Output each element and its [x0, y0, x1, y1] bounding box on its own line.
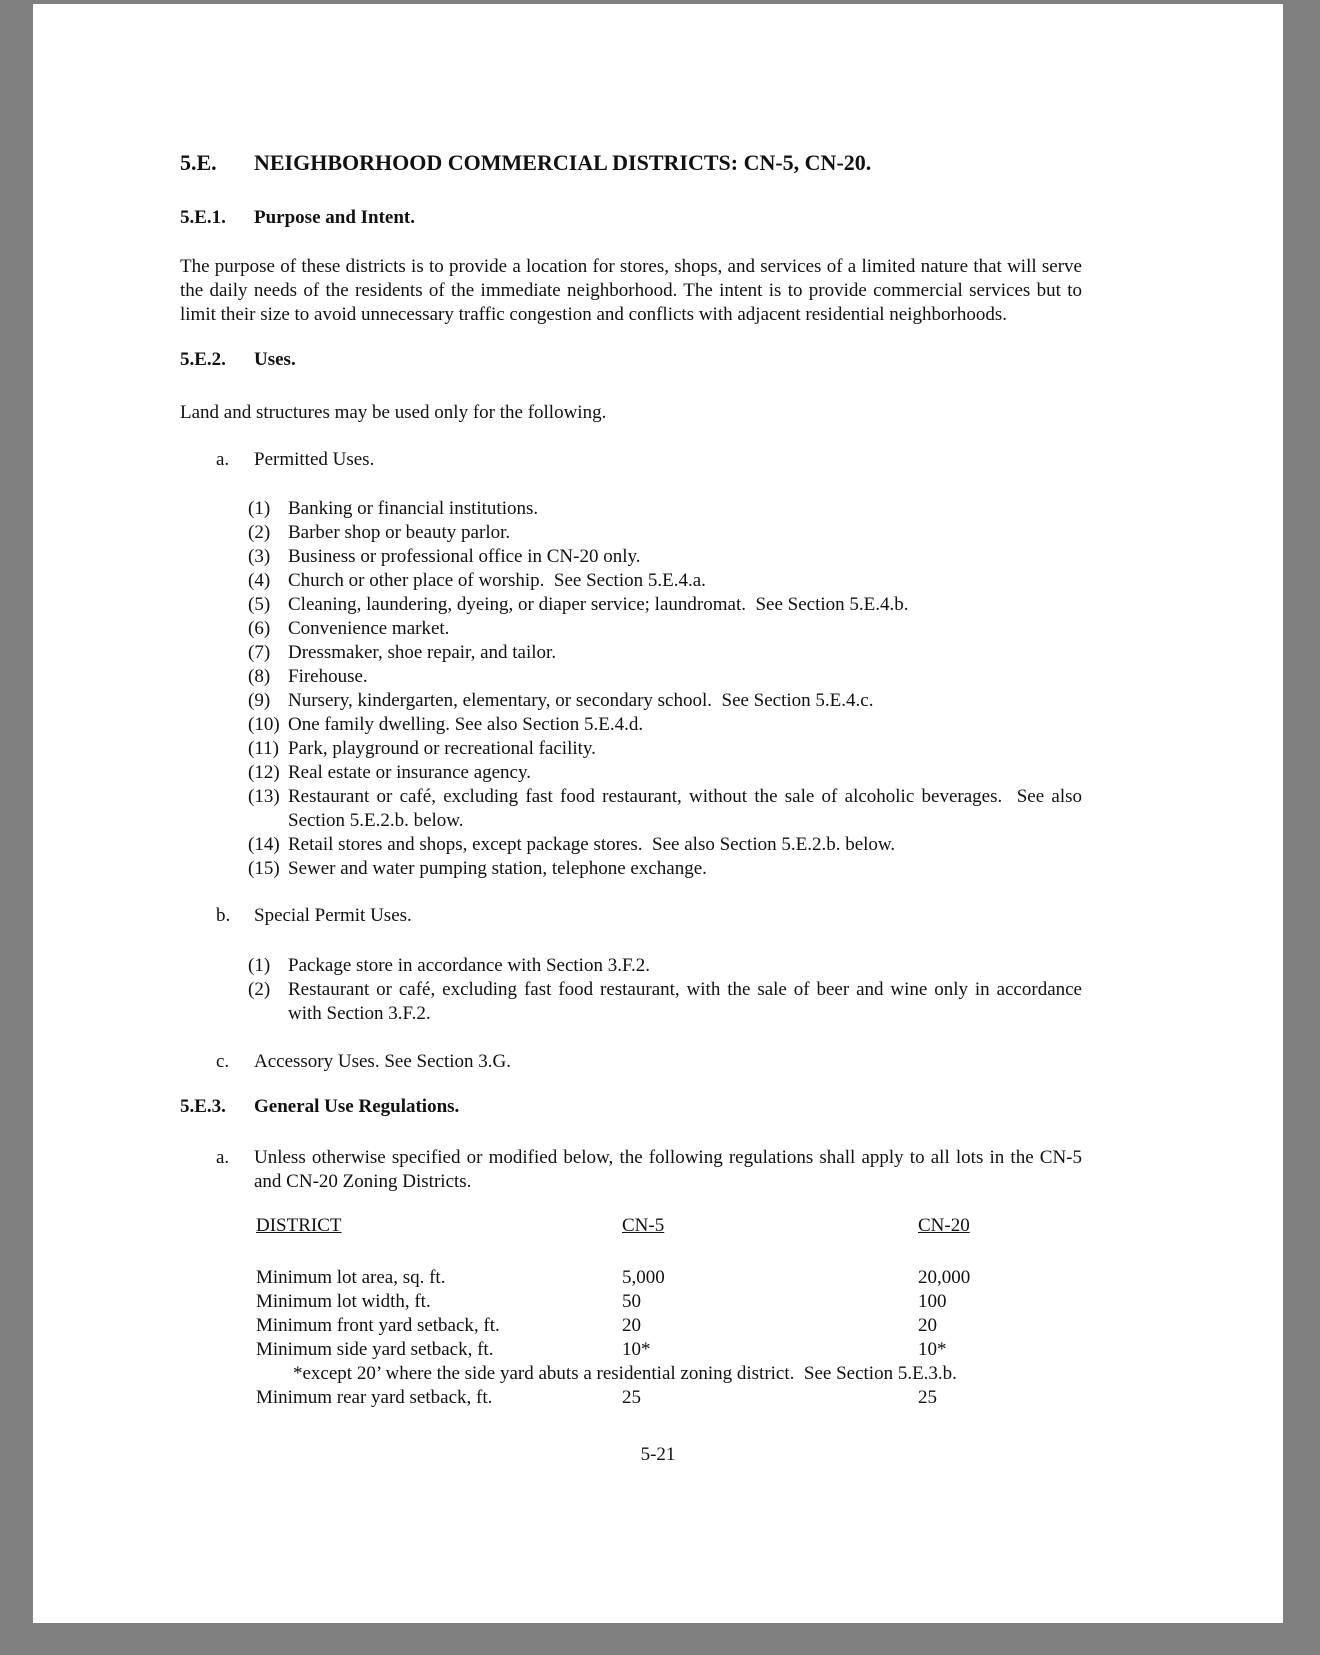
list-item	[248, 641, 1082, 665]
row-cn20-value: 10*	[918, 1339, 947, 1360]
document-page	[33, 4, 1283, 1623]
subsection-number: 5.E.1.	[180, 207, 226, 228]
list-letter: c.	[216, 1051, 230, 1072]
list-item	[248, 617, 1082, 641]
list-letter-title: Permitted Uses.	[254, 449, 375, 470]
row-cn5-value: 5,000	[622, 1267, 665, 1288]
item-number: (2)	[248, 522, 271, 543]
item-text: Business or professional office in CN-20 only.	[288, 546, 641, 567]
subsection-title: General Use Regulations.	[254, 1096, 460, 1117]
list-item	[248, 593, 1082, 617]
item-number: (1)	[248, 955, 271, 976]
item-text: Nursery, kindergarten, elementary, or secondary school. See Section 5.E.4.c.	[288, 690, 874, 711]
table-footnote: *except 20’ where the side yard abuts a residential zoning district. See Section 5.E.3.b.	[293, 1363, 957, 1384]
row-label: Minimum front yard setback, ft.	[256, 1315, 500, 1336]
item-text: Barber shop or beauty parlor.	[288, 522, 511, 543]
item-text: Church or other place of worship. See Section 5.E.4.a.	[288, 570, 706, 591]
permitted-uses-list	[248, 497, 1082, 881]
table-row	[256, 1266, 1082, 1290]
item-number: (8)	[248, 666, 271, 687]
table-row	[256, 1386, 1082, 1410]
list-item	[248, 978, 1082, 1026]
list-letter: a.	[216, 1147, 230, 1168]
item-number: (4)	[248, 570, 271, 591]
item-text: Package store in accordance with Section 3.F.2.	[288, 955, 651, 976]
section-number: 5.E.	[180, 150, 217, 175]
item-number: (10)	[248, 714, 280, 735]
item-text: Sewer and water pumping station, telephone exchange.	[288, 858, 707, 879]
row-label: Minimum rear yard setback, ft.	[256, 1387, 493, 1408]
list-item	[248, 521, 1082, 545]
subsection-heading-5e3	[180, 1095, 1082, 1119]
subsection-title: Purpose and Intent.	[254, 207, 415, 228]
row-label: Minimum lot width, ft.	[256, 1291, 431, 1312]
table-row	[256, 1290, 1082, 1314]
subsection-heading-5e1	[180, 206, 1082, 230]
item-number: (12)	[248, 762, 280, 783]
subsection-title: Uses.	[254, 349, 296, 370]
subsection-heading-5e2	[180, 348, 1082, 372]
table-row	[256, 1314, 1082, 1338]
item-number: (9)	[248, 690, 271, 711]
row-cn20-value: 20	[918, 1315, 937, 1336]
list-item	[248, 665, 1082, 689]
row-label: Minimum lot area, sq. ft.	[256, 1267, 446, 1288]
subsection-number: 5.E.2.	[180, 349, 226, 370]
list-item	[248, 497, 1082, 521]
list-item	[248, 857, 1082, 881]
item-text: Restaurant or café, excluding fast food restaurant, without the sale of alcoholic beverages. See also Section 5.E.2.b. below.	[288, 786, 1082, 831]
special-permit-uses-heading	[216, 904, 1082, 928]
item-number: (5)	[248, 594, 271, 615]
item-text: Cleaning, laundering, dyeing, or diaper service; laundromat. See Section 5.E.4.b.	[288, 594, 909, 615]
item-number: (13)	[248, 786, 280, 807]
item-number: (1)	[248, 498, 271, 519]
row-cn5-value: 20	[622, 1315, 641, 1336]
row-cn20-value: 100	[918, 1291, 947, 1312]
item-number: (11)	[248, 738, 279, 759]
row-cn20-value: 25	[918, 1387, 937, 1408]
row-cn5-value: 10*	[622, 1339, 651, 1360]
page-number: 5-21	[640, 1444, 676, 1465]
subsection-number: 5.E.3.	[180, 1096, 226, 1117]
list-item	[248, 689, 1082, 713]
list-item	[248, 545, 1082, 569]
uses-intro: Land and structures may be used only for the following.	[180, 402, 607, 423]
item-text: Park, playground or recreational facility.	[288, 738, 596, 759]
item-number: (2)	[248, 979, 271, 1000]
list-item	[248, 954, 1082, 978]
table-header-cn20: CN-20	[918, 1215, 970, 1236]
paragraph-text: Unless otherwise specified or modified below, the following regulations shall apply to all lots in the CN-5 and CN-20 Zoning Districts.	[254, 1147, 1082, 1192]
item-text: One family dwelling. See also Section 5.E.4.d.	[288, 714, 644, 735]
item-text: Real estate or insurance agency.	[288, 762, 532, 783]
row-cn20-value: 20,000	[918, 1267, 971, 1288]
regulations-table	[256, 1214, 1082, 1410]
item-number: (15)	[248, 858, 280, 879]
list-item	[248, 737, 1082, 761]
list-item	[248, 713, 1082, 737]
item-number: (14)	[248, 834, 280, 855]
item-text: Dressmaker, shoe repair, and tailor.	[288, 642, 557, 663]
item-number: (6)	[248, 618, 271, 639]
item-number: (3)	[248, 546, 271, 567]
table-header-row	[256, 1214, 1082, 1238]
item-text: Banking or financial institutions.	[288, 498, 539, 519]
list-item	[248, 569, 1082, 593]
permitted-uses-heading	[216, 448, 1082, 472]
section-heading-5e	[180, 150, 1082, 176]
list-letter: a.	[216, 449, 230, 470]
item-text: Firehouse.	[288, 666, 368, 687]
list-letter: b.	[216, 905, 231, 926]
row-cn5-value: 50	[622, 1291, 641, 1312]
item-number: (7)	[248, 642, 271, 663]
item-text: Restaurant or café, excluding fast food restaurant, with the sale of beer and wine only in accordance with Section 3.F.2.	[288, 979, 1082, 1024]
list-letter-title: Special Permit Uses.	[254, 905, 412, 926]
list-item	[248, 761, 1082, 785]
list-item	[248, 833, 1082, 857]
row-label: Minimum side yard setback, ft.	[256, 1339, 494, 1360]
item-text: Retail stores and shops, except package stores. See also Section 5.E.2.b. below.	[288, 834, 896, 855]
row-cn5-value: 25	[622, 1387, 641, 1408]
table-header-district: DISTRICT	[256, 1215, 342, 1236]
general-regulations-paragraph	[216, 1146, 1082, 1194]
document-content	[180, 4, 1082, 1410]
purpose-paragraph: The purpose of these districts is to provide a location for stores, shops, and services of a limited nature that will serve the daily needs of the residents of the immediate neighborhood. The intent is to provide commercial services but to limit their size to avoid unnecessary traffic congestion and conflicts with adjacent residential neighborhoods.	[180, 256, 1082, 325]
table-header-cn5: CN-5	[622, 1215, 665, 1236]
list-item	[248, 785, 1082, 833]
list-letter-title: Accessory Uses. See Section 3.G.	[254, 1051, 511, 1072]
special-permit-uses-list	[248, 954, 1082, 1026]
accessory-uses-row	[216, 1050, 1082, 1074]
section-title: NEIGHBORHOOD COMMERCIAL DISTRICTS: CN-5, CN-20.	[254, 150, 872, 175]
item-text: Convenience market.	[288, 618, 450, 639]
table-row	[256, 1338, 1082, 1362]
